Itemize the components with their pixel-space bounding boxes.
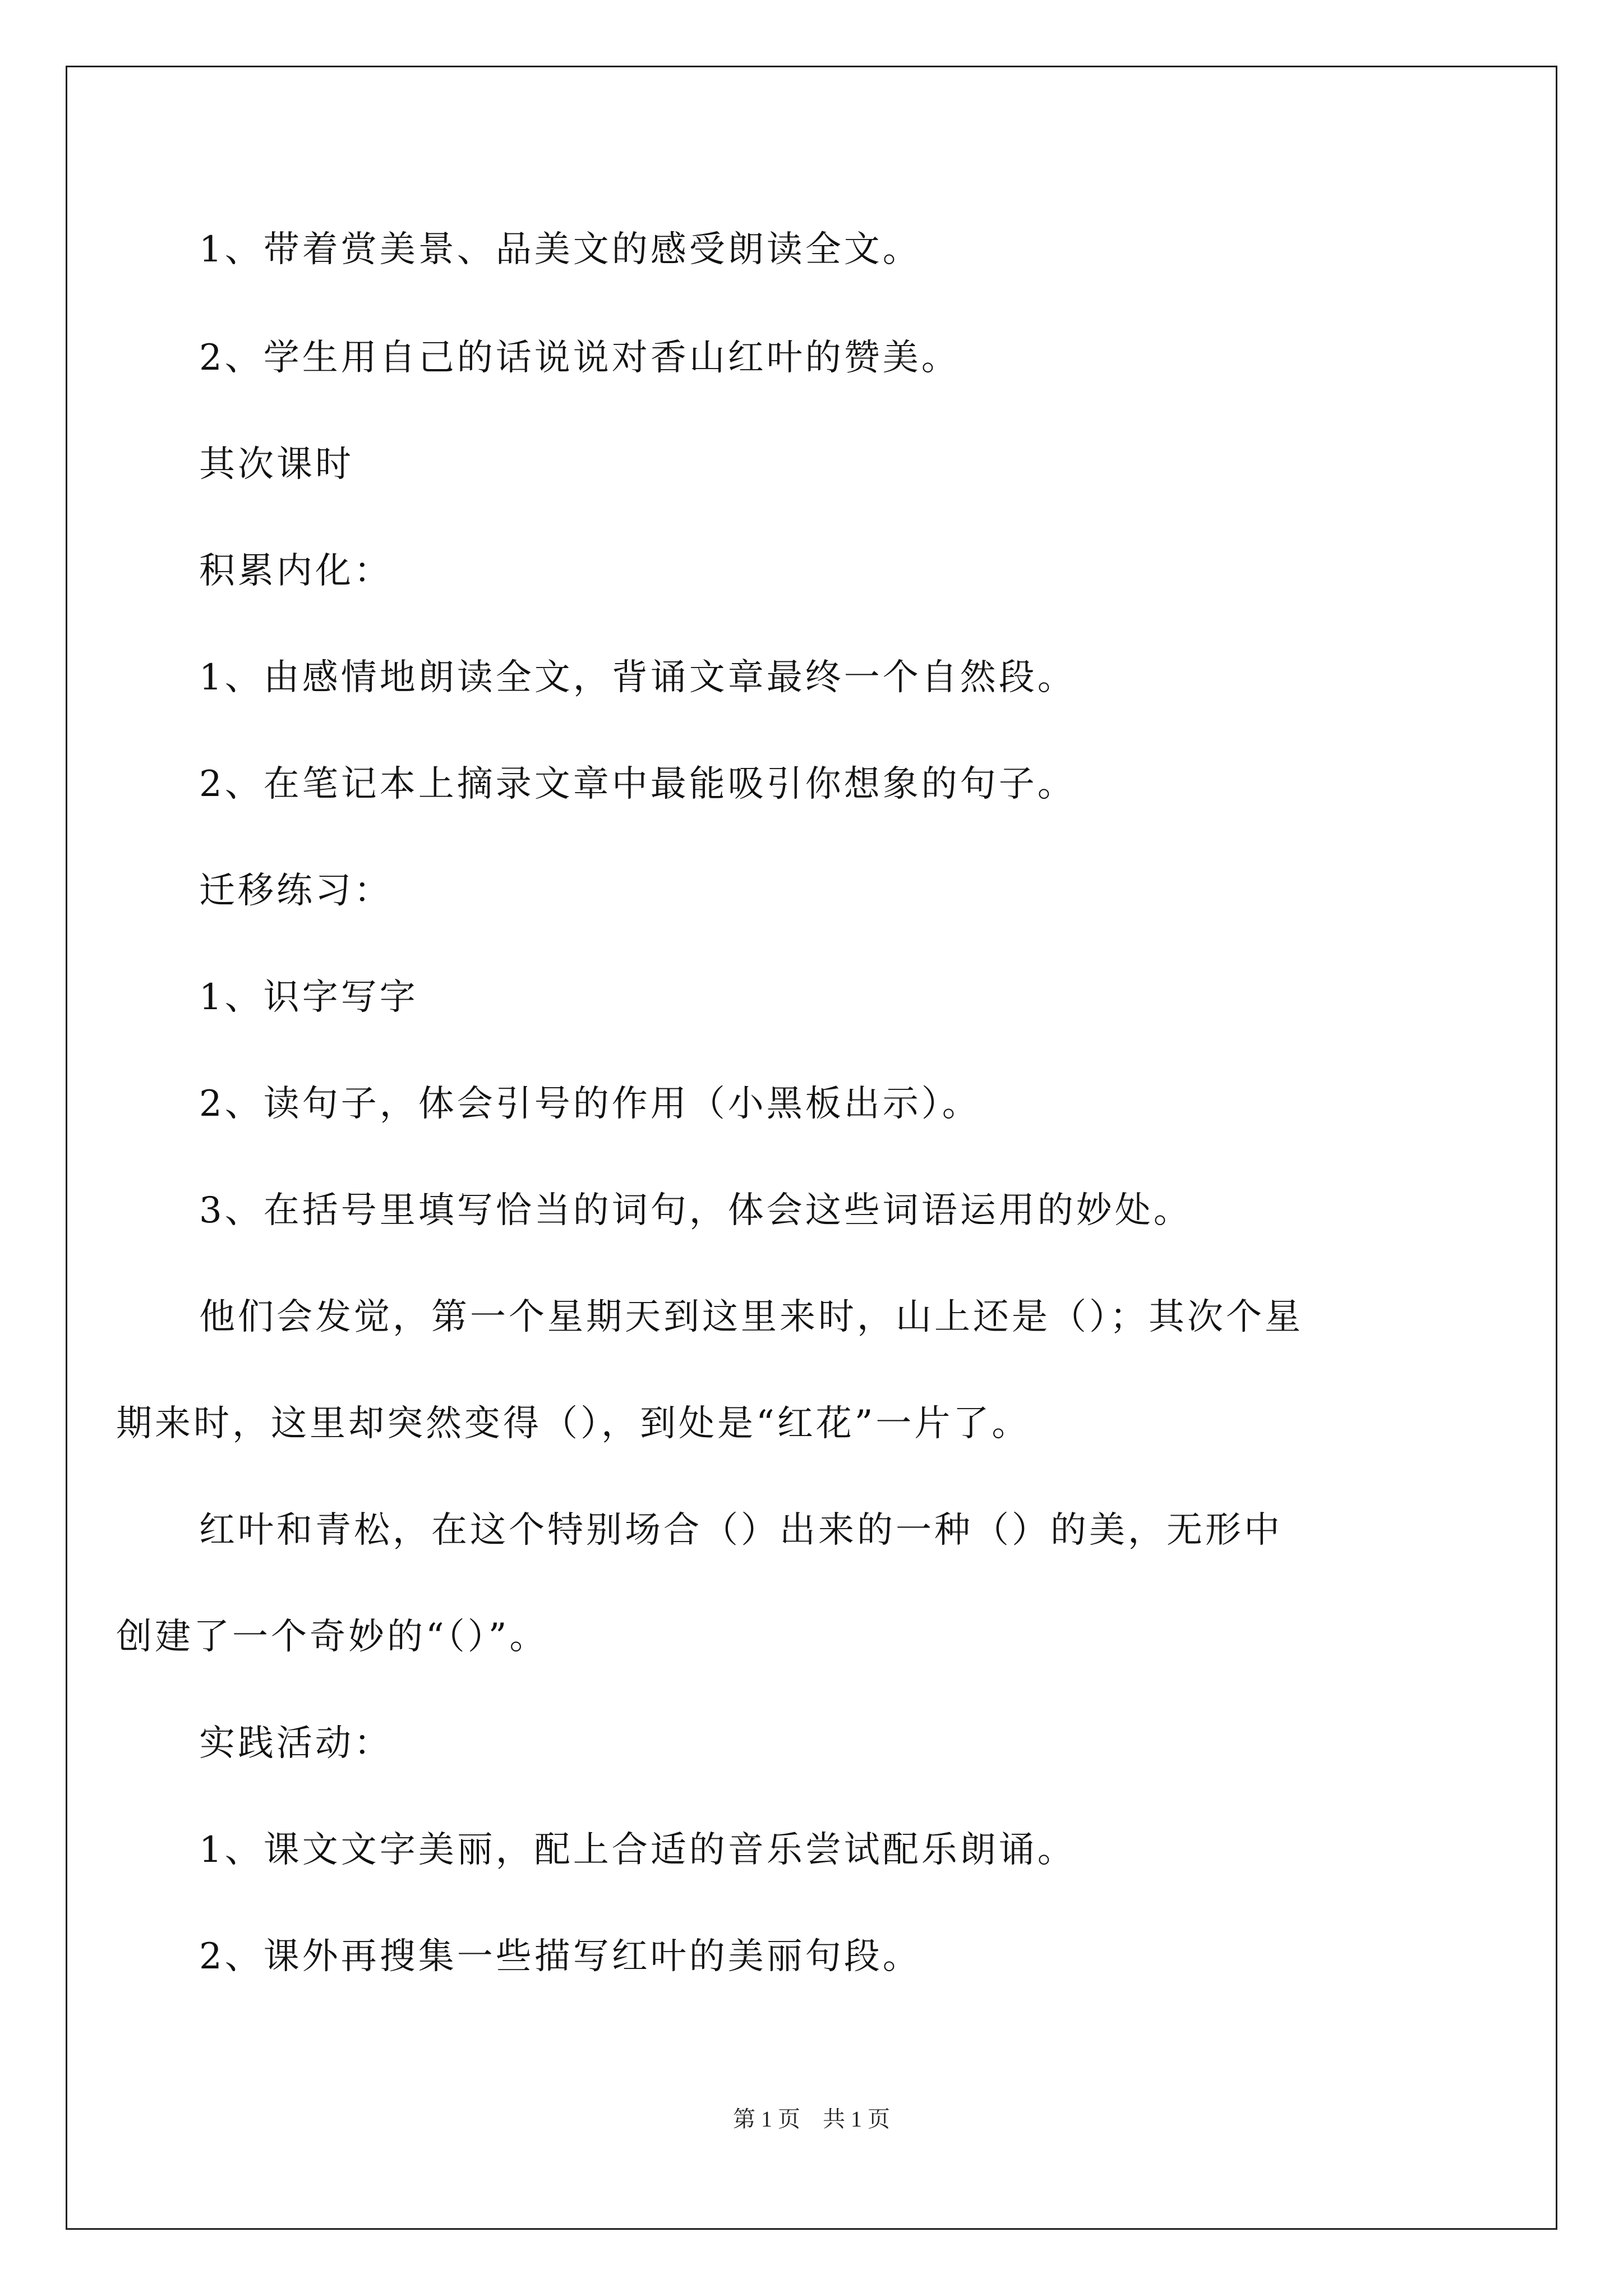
paragraph: 2、课外再搜集一些描写红叶的美丽句段。 <box>199 1936 921 1977</box>
paragraph: 1、课文文字美丽，配上合适的音乐尝试配乐朗诵。 <box>199 1829 1076 1871</box>
subheading: 积累内化： <box>199 550 393 592</box>
exercise-sentence-line: 期来时，这里却突然变得（），到处是“红花”一片了。 <box>116 1403 1031 1444</box>
subheading: 实践活动： <box>199 1723 393 1764</box>
exercise-sentence-line: 他们会发觉，第一个星期天到这里来时，山上还是（）；其次个星 <box>199 1296 1303 1338</box>
page-number: 第 1 页 共 1 页 <box>733 2106 890 2132</box>
paragraph: 2、学生用自己的话说说对香山红叶的赞美。 <box>199 337 960 379</box>
exercise-sentence-line: 创建了一个奇妙的“（）”。 <box>116 1616 548 1658</box>
exercise-sentence-line: 红叶和青松，在这个特别场合（）出来的一种（）的美，无形中 <box>199 1510 1283 1551</box>
page-border <box>66 66 1557 2230</box>
paragraph: 1、带着赏美景、品美文的感受朗读全文。 <box>199 229 921 270</box>
paragraph: 2、在笔记本上摘录文章中最能吸引你想象的句子。 <box>199 763 1076 805</box>
paragraph: 1、识字写字 <box>199 977 418 1018</box>
paragraph: 1、由感情地朗读全文，背诵文章最终一个自然段。 <box>199 657 1076 698</box>
paragraph: 3、在括号里填写恰当的词句，体会这些词语运用的妙处。 <box>199 1190 1192 1231</box>
section-title: 其次课时 <box>199 444 354 485</box>
paragraph: 2、读句子，体会引号的作用（小黑板出示）。 <box>199 1083 981 1125</box>
subheading: 迁移练习： <box>199 870 393 912</box>
